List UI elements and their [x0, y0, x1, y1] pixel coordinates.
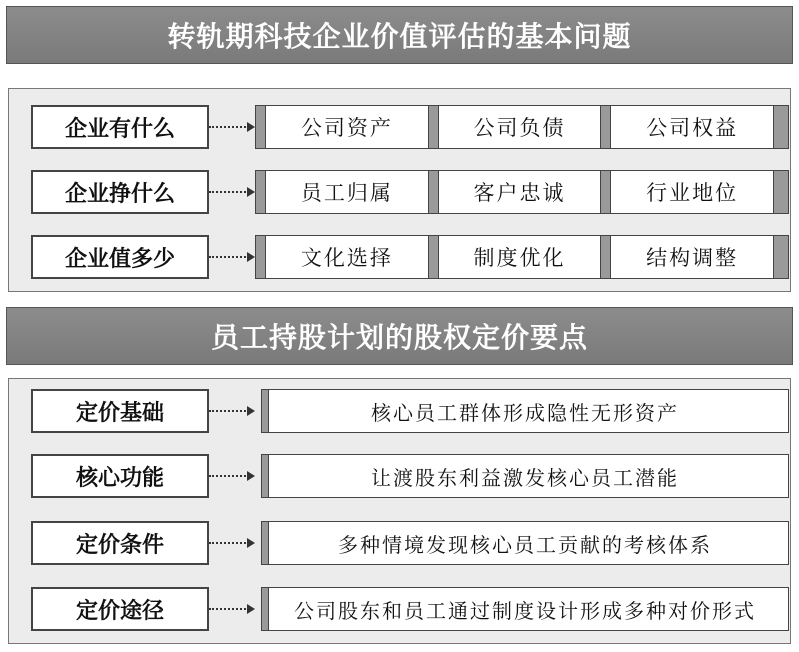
row-label: 企业值多少: [31, 235, 209, 279]
item-cell: 文化选择: [266, 236, 429, 278]
row-label: 企业有什么: [31, 105, 209, 149]
row-label: 定价条件: [31, 521, 209, 565]
row-value: 核心员工群体形成隐性无形资产: [261, 389, 789, 433]
item-cell: 员工归属: [266, 171, 429, 213]
item-cell: 客户忠诚: [439, 171, 602, 213]
section2-panel: [8, 378, 791, 644]
section2-row: [9, 454, 790, 498]
item-cells: [255, 235, 789, 279]
row-value: 公司股东和员工通过制度设计形成多种对价形式: [261, 587, 789, 631]
arrow-connector: [209, 542, 253, 544]
item-cell: 结构调整: [611, 236, 774, 278]
section1-row: [9, 105, 790, 149]
item-cell: 公司资产: [266, 106, 429, 148]
section1-title: 转轨期科技企业价值评估的基本问题: [6, 6, 793, 64]
section2-row: [9, 587, 790, 631]
item-cells: [255, 105, 789, 149]
row-label: 定价途径: [31, 587, 209, 631]
item-cell: 公司负债: [439, 106, 602, 148]
item-cell: 制度优化: [439, 236, 602, 278]
arrow-connector: [209, 256, 253, 258]
row-value: 让渡股东利益激发核心员工潜能: [261, 454, 789, 498]
section1-row: [9, 170, 790, 214]
row-label: 定价基础: [31, 389, 209, 433]
row-value: 多种情境发现核心员工贡献的考核体系: [261, 521, 789, 565]
row-label: 企业挣什么: [31, 170, 209, 214]
section2-title: 员工持股计划的股权定价要点: [6, 307, 793, 365]
item-cells: [255, 170, 789, 214]
section1-panel: [8, 88, 791, 292]
item-cell: 公司权益: [611, 106, 774, 148]
row-label: 核心功能: [31, 454, 209, 498]
arrow-connector: [209, 475, 253, 477]
section1-row: [9, 235, 790, 279]
arrow-connector: [209, 126, 253, 128]
section2-row: [9, 389, 790, 433]
item-cell: 行业地位: [611, 171, 774, 213]
arrow-connector: [209, 608, 253, 610]
section2-row: [9, 521, 790, 565]
arrow-connector: [209, 191, 253, 193]
arrow-connector: [209, 410, 253, 412]
